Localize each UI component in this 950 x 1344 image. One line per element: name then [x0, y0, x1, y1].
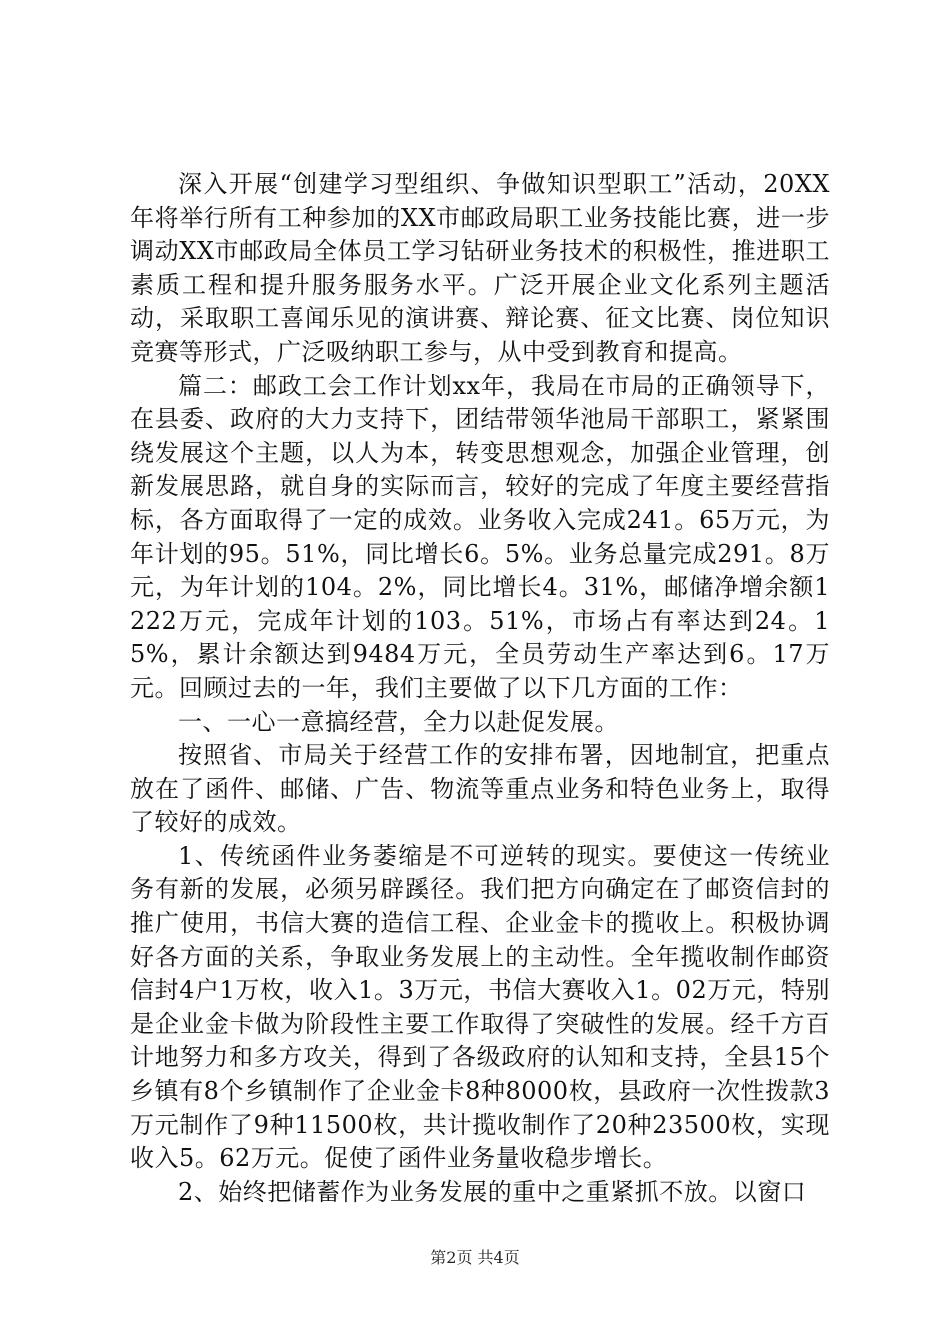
paragraph-letter-business: 1、传统函件业务萎缩是不可逆转的现实。要使这一传统业务有新的发展，必须另辟蹊径。我们把方向确定在了邮资信封的推广使用，书信大赛的造信工程、企业金卡的揽收上。积极协调好各方面的关系，争取业务发展上的主动性。全年揽收制作邮资信封4户1万枚，收入1。3万元，书信大赛收入1。02万元，特别是企业金卡做为阶段性主要工作取得了突破性的发展。经千方百计地努力和多方攻关，得到了各级政府的认知和支持，全县15个乡镇有8个乡镇制作了企业金卡8种8000枚，县政府一次性拨款3万元制作了9种11500枚，共计揽收制作了20种23500枚，实现收入5。62万元。促使了函件业务量收稳步增长。	[130, 841, 830, 1173]
page-footer	[0, 1245, 950, 1268]
paragraph-learning-activities: 深入开展“创建学习型组织、争做知识型职工”活动，20XX年将举行所有工种参加的XX市邮政局职工业务技能比赛，进一步调动XX市邮政局全体员工学习钻研业务技术的积极性，推进职工素质工程和提升服务服务水平。广泛开展企业文化系列主题活动，采取职工喜闻乐见的演讲赛、辩论赛、征文比赛、岗位知识竞赛等形式，广泛吸纳职工参与，从中受到教育和提高。	[130, 170, 830, 366]
paragraph-savings-business: 2、始终把储蓄作为业务发展的重中之重紧抓不放。以窗口	[178, 1177, 807, 1206]
page-number-label: 第2页 共4页	[430, 1248, 520, 1267]
paragraph-section-heading: 一、一心一意搞经营，全力以赴促发展。	[178, 707, 619, 736]
paragraph-union-work-plan: 篇二：邮政工会工作计划xx年，我局在市局的正确领导下，在县委、政府的大力支持下，团结带领华池局干部职工，紧紧围绕发展这个主题，以人为本，转变思想观念，加强企业管理，创新发展思路，就自身的实际而言，较好的完成了年度主要经营指标，各方面取得了一定的成效。业务收入完成241。65万元，为年计划的95。51%，同比增长6。5%。业务总量完成291。8万元，为年计划的104。2%，同比增长4。31%，邮储净增余额1222万元，完成年计划的103。51%，市场占有率达到24。15%，累计余额达到9484万元，全员劳动生产率达到6。17万元。回顾过去的一年，我们主要做了以下几方面的工作：	[130, 371, 830, 702]
paragraph-business-arrangement: 按照省、市局关于经营工作的安排布署，因地制宜，把重点放在了函件、邮储、广告、物流等重点业务和特色业务上，取得了较好的成效。	[130, 741, 830, 837]
document-body	[130, 168, 830, 1209]
